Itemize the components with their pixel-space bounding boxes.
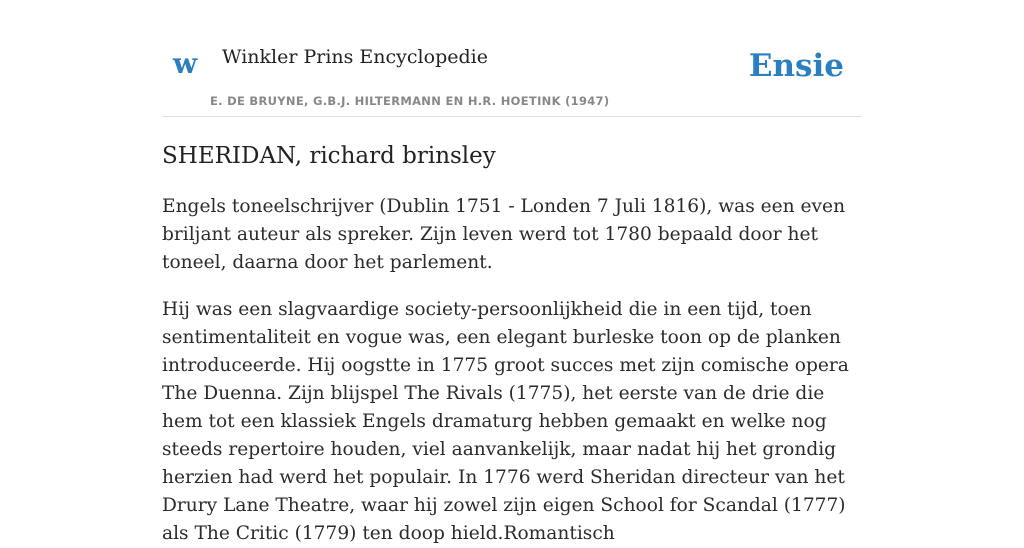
entry-title: SHERIDAN, richard brinsley (162, 143, 496, 169)
ensie-logo[interactable]: Ensie (748, 48, 844, 84)
source-title-link[interactable]: Winkler Prins Encyclopedie (222, 46, 488, 68)
source-authors: E. DE BRUYNE, G.B.J. HILTERMANN EN H.R. HOETINK (1947) (210, 94, 610, 108)
entry-paragraph-2: Hij was een slagvaardige society-persoonlijkheid die in een tijd, toen sentimentaliteit en vogue was, een elegant burleske toon op de planken introduceerde. Hij oogstte in 1775 groot succes met zijn comische opera The Duenna. Zijn blijspel The Rivals (1775), het eerste van de drie die hem tot een klassiek Engels dramaturg hebben gemaakt en welke nog steeds repertoire houden, viel aanvankelijk, maar nadat hij het grondig herzien had werd het populair. In 1776 werd Sheridan directeur van het Drury Lane Theatre, waar hij zowel zijn eigen School for Scandal (1777) als The Critic (1779) ten doop hield.Romantisch (162, 298, 849, 544)
source-logo[interactable]: w (173, 47, 198, 80)
entry-paragraph-1: Engels toneelschrijver (Dublin 1751 - Londen 7 Juli 1816), was een even briljant auteur als spreker. Zijn leven werd tot 1780 bepaald door het toneel, daarna door het parlement. (162, 195, 846, 273)
page-header (162, 0, 862, 117)
article-page (162, 0, 862, 548)
